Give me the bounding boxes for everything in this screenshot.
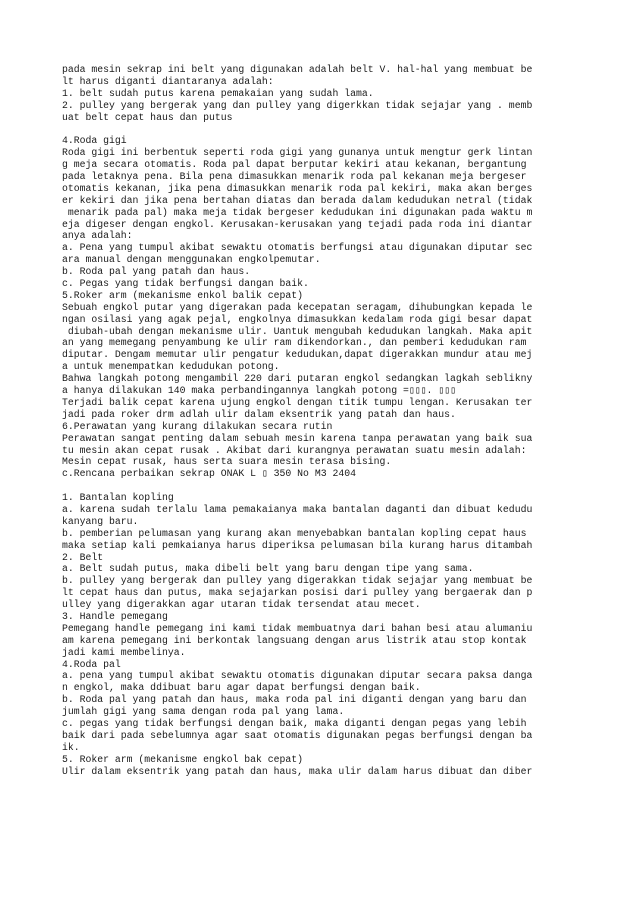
text-line: Perawatan sangat penting dalam sebuah mesin karena tanpa perawatan yang baik sua [62, 432, 533, 444]
text-line: 3. Handle pemegang [62, 610, 168, 622]
text-line: a. Pena yang tumpul akibat sewaktu otomatis berfungsi atau digunakan diputar sec [62, 242, 533, 254]
text-line: lt harus diganti diantaranya adalah: [62, 75, 274, 87]
text-line: ulley yang digerakkan agar utaran tidak tersendat atau mecet. [62, 599, 421, 611]
text-line: Terjadi balik cepat karena ujung engkol dengan titik tumpu lengan. Kerusakan ter [62, 396, 533, 408]
text-line: Mesin cepat rusak, haus serta suara mesin terasa bising. [62, 456, 392, 468]
text-line: 2. Belt [62, 551, 104, 563]
text-line: diputar. Dengam memutar ulir pengatur kedudukan,dapat digerakkan mundur atau mej [62, 349, 533, 361]
text-line: Ulir dalam eksentrik yang patah dan haus, maka ulir dalam harus dibuat dan diber [62, 765, 533, 777]
text-line: a. pena yang tumpul akibat sewaktu otomatis digunakan diputar secara paksa danga [62, 670, 533, 682]
text-line: diubah-ubah dengan mekanisme ulir. Uantuk mengubah kedudukan langkah. Maka apit [62, 325, 533, 337]
text-line: otomatis kekanan, jika pena dimasukkan menarik roda pal kekiri, maka akan berges [62, 182, 533, 194]
text-line: 5. Roker arm (mekanisme engkol bak cepat) [62, 753, 304, 765]
blank-line [62, 480, 582, 492]
text-line: baik dari pada sebelumnya agar saat otomatis digunakan pegas berfungsi dengan ba [62, 729, 533, 741]
text-line: 1. Bantalan kopling [62, 492, 174, 504]
text-line: er kekiri dan jika pena bertahan diatas dan berada dalam kedudukan netral (tidak [62, 194, 533, 206]
text-line: Roda gigi ini berbentuk seperti roda gigi yang gunanya untuk mengtur gerk lintan [62, 147, 533, 159]
text-line: Pemegang handle pemegang ini kami tidak membuatnya dari bahan besi atau alumaniu [62, 622, 533, 634]
text-line: 1. belt sudah putus karena pemakaian yang sudah lama. [62, 87, 374, 99]
text-line: pada mesin sekrap ini belt yang digunakan adalah belt V. hal-hal yang membuat be [62, 64, 533, 75]
text-line: kanyang baru. [62, 515, 139, 527]
text-line: 4.Roda pal [62, 658, 121, 670]
text-line: 6.Perawatan yang kurang dilakukan secara rutin [62, 420, 333, 432]
text-line: 5.Roker arm (mekanisme enkol balik cepat) [62, 289, 304, 301]
text-line: am karena pemegang ini berkontak langsuang dengan arus listrik atau stop kontak [62, 634, 527, 646]
text-line: an yang memegang penyambung ke ulir ram dikendorkan., dan pemberi kedudukan ram [62, 337, 527, 349]
text-line: a. Belt sudah putus, maka dibeli belt yang baru dengan tipe yang sama. [62, 563, 474, 575]
text-line: pada letaknya pena. Bila pena dimasukkan menarik roda pal kekanan meja bergeser [62, 171, 527, 183]
text-line: ara manual dengan menggunakan engkolpemutar. [62, 254, 321, 266]
text-line: 2. pulley yang bergerak yang dan pulley yang digerkkan tidak sejajar yang . memb [62, 99, 533, 111]
text-line: c. pegas yang tidak berfungsi dengan baik, maka diganti dengan pegas yang lebih [62, 717, 527, 729]
text-line: g meja secara otomatis. Roda pal dapat berputar kekiri atau kekanan, bergantung [62, 159, 527, 171]
text-line: uat belt cepat haus dan putus [62, 111, 233, 123]
text-line: a. karena sudah terlalu lama pemakaianya maka bantalan daganti dan dibuat kedudu [62, 503, 533, 515]
text-line: lt cepat haus dan putus, maka sejajarkan posisi dari pulley yang bergaerak dan p [62, 587, 533, 599]
text-line: n engkol, maka ddibuat baru agar dapat berfungsi dengan baik. [62, 682, 421, 694]
text-line: ngan osilasi yang agak pejal, engkolnya dimasukkan kedalam roda gigi besar dapat [62, 313, 533, 325]
text-line: Sebuah engkol putar yang digerakan pada kecepatan seragam, dihubungkan kepada le [62, 301, 533, 313]
blank-line [62, 123, 582, 135]
text-line: b. Roda pal yang patah dan haus. [62, 266, 251, 278]
text-line: ik. [62, 741, 80, 753]
text-line: eja digeser dengan engkol. Kerusakan-kerusakan yang tejadi pada roda ini diantar [62, 218, 533, 230]
text-line: c. Pegas yang tidak berfungsi dangan baik. [62, 278, 309, 290]
text-line: 4.Roda gigi [62, 135, 127, 147]
text-line: b. pulley yang bergerak dan pulley yang digerakkan tidak sejajar yang membuat be [62, 575, 533, 587]
text-line: b. Roda pal yang patah dan haus, maka roda pal ini diganti dengan yang baru dan [62, 694, 527, 706]
text-line: Bahwa langkah potong mengambil 220 dari putaran engkol sedangkan lagkah seblikny [62, 373, 533, 385]
text-line: jadi kami membelinya. [62, 646, 186, 658]
text-line: jumlah gigi yang sama dengan roda pal yang lama. [62, 706, 345, 718]
text-line: anya adalah: [62, 230, 133, 242]
text-line: a untuk menempatkan kedudukan potong. [62, 361, 280, 373]
text-line: menarik pada pal) maka meja tidak bergeser kedudukan ini digunakan pada waktu m [62, 206, 533, 218]
text-line: maka setiap kali pemkaianya harus diperiksa pelumasan bila kurang harus ditambah [62, 539, 533, 551]
text-line: jadi pada roker drm adlah ulir dalam eksentrik yang patah dan haus. [62, 408, 456, 420]
text-line: b. pemberian pelumasan yang kurang akan menyebabkan bantalan kopling cepat haus [62, 527, 527, 539]
document-body [62, 64, 582, 777]
text-line: a hanya dilakukan 140 maka perbandingannya langkah potong =▯▯▯. ▯▯▯ [62, 385, 457, 397]
text-line: tu mesin akan cepat rusak . Akibat dari kurangnya perawatan suatu mesin adalah: [62, 444, 527, 456]
text-line: c.Rencana perbaikan sekrap ONAK L ▯ 350 No M3 2404 [62, 468, 356, 480]
